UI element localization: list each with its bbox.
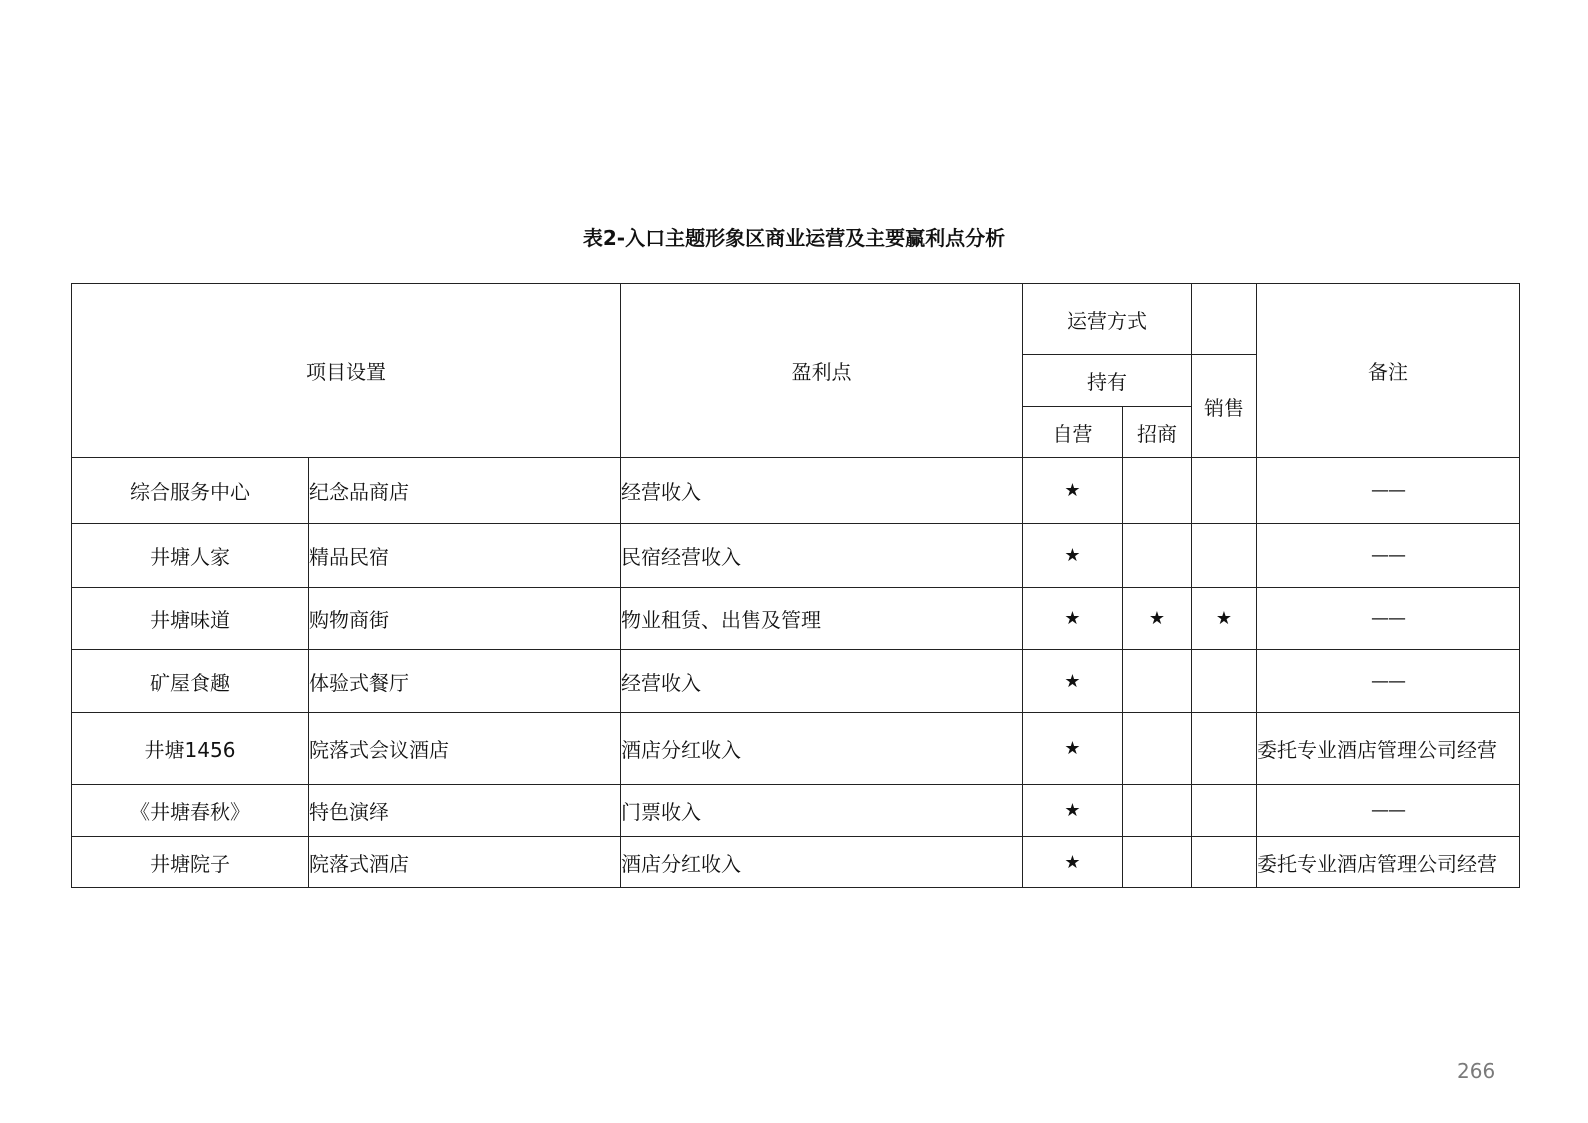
tenant-star-icon (1123, 524, 1192, 588)
table-row (72, 837, 1520, 888)
table-row (72, 785, 1520, 837)
table-title: 表2-入口主题形象区商业运营及主要赢利点分析 (582, 226, 1006, 250)
project-name: 井塘人家 (72, 524, 309, 588)
sale-star-icon: ★ (1192, 588, 1257, 650)
project-type: 购物商街 (309, 588, 621, 650)
sale-star-icon (1192, 650, 1257, 713)
tenant-star-icon (1123, 837, 1192, 888)
header-hold: 持有 (1023, 355, 1192, 407)
self-run-star-icon: ★ (1023, 588, 1123, 650)
sale-star-icon (1192, 524, 1257, 588)
self-run-star-icon: ★ (1023, 713, 1123, 785)
sale-star-icon (1192, 458, 1257, 524)
note-cell: —— (1257, 650, 1520, 713)
note-cell: 委托专业酒店管理公司经营 (1257, 837, 1520, 888)
project-type: 体验式餐厅 (309, 650, 621, 713)
self-run-star-icon: ★ (1023, 837, 1123, 888)
table-row (72, 588, 1520, 650)
tenant-star-icon (1123, 785, 1192, 837)
tenant-star-icon (1123, 650, 1192, 713)
project-name: 井塘味道 (72, 588, 309, 650)
profit-point: 民宿经营收入 (621, 524, 1023, 588)
page-number: 266 (1457, 1059, 1496, 1083)
table-row (72, 713, 1520, 785)
note-cell: —— (1257, 458, 1520, 524)
tenant-star-icon (1123, 713, 1192, 785)
project-type: 特色演绎 (309, 785, 621, 837)
self-run-star-icon: ★ (1023, 785, 1123, 837)
project-type: 院落式酒店 (309, 837, 621, 888)
sale-star-icon (1192, 785, 1257, 837)
header-profit: 盈利点 (621, 284, 1023, 458)
header-row-1 (72, 284, 1520, 355)
note-cell: —— (1257, 524, 1520, 588)
sale-star-icon (1192, 837, 1257, 888)
project-type: 院落式会议酒店 (309, 713, 621, 785)
table-row (72, 458, 1520, 524)
project-type: 纪念品商店 (309, 458, 621, 524)
table-row (72, 524, 1520, 588)
header-empty-cell (1192, 284, 1257, 355)
header-sale: 销售 (1192, 355, 1257, 458)
profit-point: 经营收入 (621, 650, 1023, 713)
header-operation: 运营方式 (1023, 284, 1192, 355)
self-run-star-icon: ★ (1023, 458, 1123, 524)
profit-point: 酒店分红收入 (621, 713, 1023, 785)
note-cell: —— (1257, 588, 1520, 650)
profit-point: 经营收入 (621, 458, 1023, 524)
project-name: 矿屋食趣 (72, 650, 309, 713)
tenant-star-icon (1123, 458, 1192, 524)
header-self-run: 自营 (1023, 407, 1123, 458)
header-project: 项目设置 (72, 284, 621, 458)
self-run-star-icon: ★ (1023, 524, 1123, 588)
profit-point: 门票收入 (621, 785, 1023, 837)
sale-star-icon (1192, 713, 1257, 785)
project-name: 《井塘春秋》 (72, 785, 309, 837)
header-note: 备注 (1257, 284, 1520, 458)
note-cell: —— (1257, 785, 1520, 837)
self-run-star-icon: ★ (1023, 650, 1123, 713)
table-row (72, 650, 1520, 713)
project-type: 精品民宿 (309, 524, 621, 588)
profit-analysis-table (71, 283, 1520, 888)
project-name: 井塘院子 (72, 837, 309, 888)
profit-point: 物业租赁、出售及管理 (621, 588, 1023, 650)
profit-point: 酒店分红收入 (621, 837, 1023, 888)
header-tenant: 招商 (1123, 407, 1192, 458)
tenant-star-icon: ★ (1123, 588, 1192, 650)
project-name: 综合服务中心 (72, 458, 309, 524)
note-cell: 委托专业酒店管理公司经营 (1257, 713, 1520, 785)
project-name: 井塘1456 (72, 713, 309, 785)
